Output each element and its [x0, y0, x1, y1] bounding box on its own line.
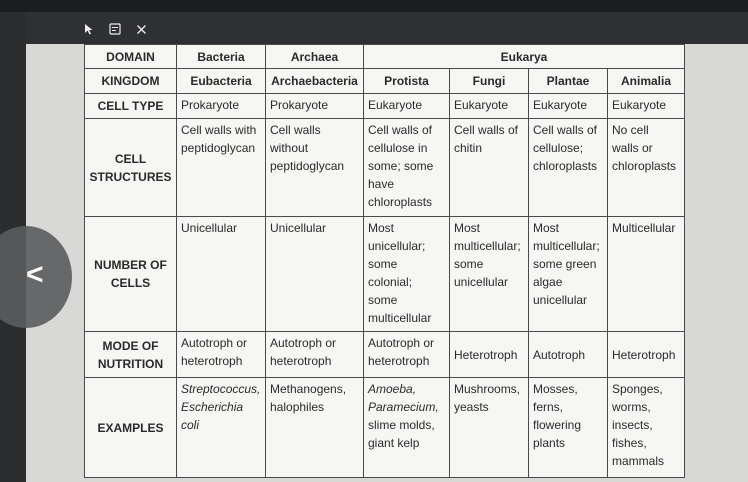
cell-line: some [454, 257, 484, 271]
table-cell [266, 119, 364, 217]
note-icon[interactable] [104, 18, 126, 40]
row-header-line: STRUCTURES [89, 169, 172, 184]
cell-line: coli [181, 418, 200, 432]
toolbar-buttons [78, 18, 158, 40]
chevron-left-icon: < [26, 258, 44, 291]
kingdom-cell: Protista [364, 69, 450, 94]
cell-type-row [85, 94, 685, 119]
cell-line: yeasts [454, 400, 489, 414]
table-cell [529, 119, 608, 217]
cell-line: Unicellular [181, 221, 238, 235]
cell-line: Autotroph or [181, 336, 248, 350]
cell-line: Most [368, 221, 395, 235]
cell-line: unicellular [533, 293, 588, 307]
cell-line: Autotroph or [368, 336, 435, 350]
cell-line: Mosses, [533, 382, 578, 396]
table-cell [266, 332, 364, 378]
cell-line: peptidoglycan [270, 159, 345, 173]
annotation-toolbar [26, 12, 748, 45]
cell-line: ferns, [533, 400, 564, 414]
kingdom-row [85, 69, 685, 94]
row-header-cell-type: CELL TYPE [85, 94, 177, 119]
table-cell [608, 217, 685, 332]
table-cell: Prokaryote [177, 94, 266, 119]
table-cell [266, 378, 364, 478]
row-header-examples: EXAMPLES [85, 378, 177, 478]
row-header-line: MODE OF [102, 338, 159, 353]
cell-line: Heterotroph [612, 347, 676, 362]
row-header-domain: DOMAIN [85, 45, 177, 69]
cell-line: Cell walls of [533, 123, 598, 137]
table-cell: Eukaryote [364, 94, 450, 119]
table-cell [364, 332, 450, 378]
table-cell [608, 332, 685, 378]
cell-line: Cell walls of [368, 123, 433, 137]
kingdoms-table [84, 44, 685, 478]
table-cell [608, 378, 685, 478]
table-cell [450, 119, 529, 217]
table-cell [364, 378, 450, 478]
cell-line: mammals [612, 454, 665, 468]
cell-line: multicellular; [454, 239, 521, 253]
cell-line: Multicellular [612, 221, 676, 235]
cell-line: No cell [612, 123, 649, 137]
cell-line: Cell walls of [454, 123, 519, 137]
row-header-line: NUMBER OF [94, 258, 167, 272]
cell-line: Cell walls with [181, 123, 257, 137]
cell-line: Heterotroph [454, 347, 518, 362]
screen-bezel [0, 0, 748, 12]
cell-line: without [270, 141, 309, 155]
cell-line: walls or [612, 141, 653, 155]
table-cell: Prokaryote [266, 94, 364, 119]
cell-line: Escherichia [181, 400, 244, 414]
table-cell [364, 119, 450, 217]
domain-archaea: Archaea [266, 45, 364, 69]
cell-line: insects, [612, 418, 653, 432]
table-cell [529, 217, 608, 332]
cell-line: Amoeba, [368, 382, 417, 396]
cell-line: chloroplasts [612, 159, 677, 173]
cell-line: halophiles [270, 400, 325, 414]
cell-line: Sponges, [612, 382, 663, 396]
cell-line: Autotroph [533, 347, 586, 362]
table-cell [450, 217, 529, 332]
cell-line: multicellular; [533, 239, 600, 253]
table-cell [266, 217, 364, 332]
table-cell [450, 332, 529, 378]
table-cell [450, 378, 529, 478]
cell-line: multicellular [368, 311, 432, 325]
cell-line: flowering [533, 418, 582, 432]
cell-line: plants [533, 436, 566, 450]
row-header-mode-of-nutrition [85, 332, 177, 378]
table-cell [177, 378, 266, 478]
cell-line: Autotroph or [270, 336, 337, 350]
table-cell [177, 217, 266, 332]
pointer-icon[interactable] [78, 18, 100, 40]
cell-line: algae [533, 275, 563, 289]
cell-line: peptidoglycan [181, 141, 256, 155]
cell-line: Most [533, 221, 560, 235]
cell-line: some; some [368, 159, 434, 173]
table-cell [177, 119, 266, 217]
table-cell [529, 332, 608, 378]
cell-line: heterotroph [270, 354, 332, 368]
row-header-line: CELL [114, 151, 147, 166]
cell-line: Most [454, 221, 481, 235]
kingdom-cell: Eubacteria [177, 69, 266, 94]
cell-line: Mushrooms, [454, 382, 521, 396]
table-cell [529, 378, 608, 478]
cell-line: cellulose; [533, 141, 584, 155]
domain-eukarya: Eukarya [364, 45, 685, 69]
cell-line: chloroplasts [368, 195, 433, 209]
domain-row [85, 45, 685, 69]
row-header-number-of-cells [85, 217, 177, 332]
cell-line: Streptococcus, [181, 382, 261, 396]
table-cell: Eukaryote [608, 94, 685, 119]
cell-line: giant kelp [368, 436, 420, 450]
cell-line: Cell walls [270, 123, 321, 137]
cell-line: unicellular [454, 275, 509, 289]
cell-structures-row [85, 119, 685, 217]
kingdom-cell: Archaebacteria [266, 69, 364, 94]
kingdom-cell: Animalia [608, 69, 685, 94]
cell-line: some [368, 257, 398, 271]
cell-line: have [368, 177, 395, 191]
number-of-cells-row [85, 217, 685, 332]
cell-line: Methanogens, [270, 382, 347, 396]
cell-line: chloroplasts [533, 159, 598, 173]
table-cell: Eukaryote [450, 94, 529, 119]
cell-line: fishes, [612, 436, 647, 450]
cell-line: unicellular; [368, 239, 426, 253]
kingdom-cell: Plantae [529, 69, 608, 94]
row-header-line: NUTRITION [97, 356, 164, 371]
cell-line: some [368, 293, 398, 307]
cell-line: heterotroph [368, 354, 430, 368]
cell-line: chitin [454, 141, 483, 155]
cell-line: Unicellular [270, 221, 327, 235]
nutrition-row [85, 332, 685, 378]
examples-row [85, 378, 685, 478]
cell-line: slime molds, [368, 418, 435, 432]
close-icon[interactable] [130, 18, 152, 40]
cell-line: worms, [612, 400, 651, 414]
cell-line: cellulose in [368, 141, 428, 155]
table-cell: Eukaryote [529, 94, 608, 119]
row-header-line: CELLS [110, 276, 151, 290]
cell-line: some green [533, 257, 597, 271]
row-header-cell-structures [85, 119, 177, 217]
row-header-kingdom: KINGDOM [85, 69, 177, 94]
table-cell [364, 217, 450, 332]
cell-line: Paramecium, [368, 400, 439, 414]
domain-bacteria: Bacteria [177, 45, 266, 69]
table-cell [177, 332, 266, 378]
cell-line: heterotroph [181, 354, 243, 368]
kingdom-cell: Fungi [450, 69, 529, 94]
table-cell [608, 119, 685, 217]
cell-line: colonial; [368, 275, 413, 289]
